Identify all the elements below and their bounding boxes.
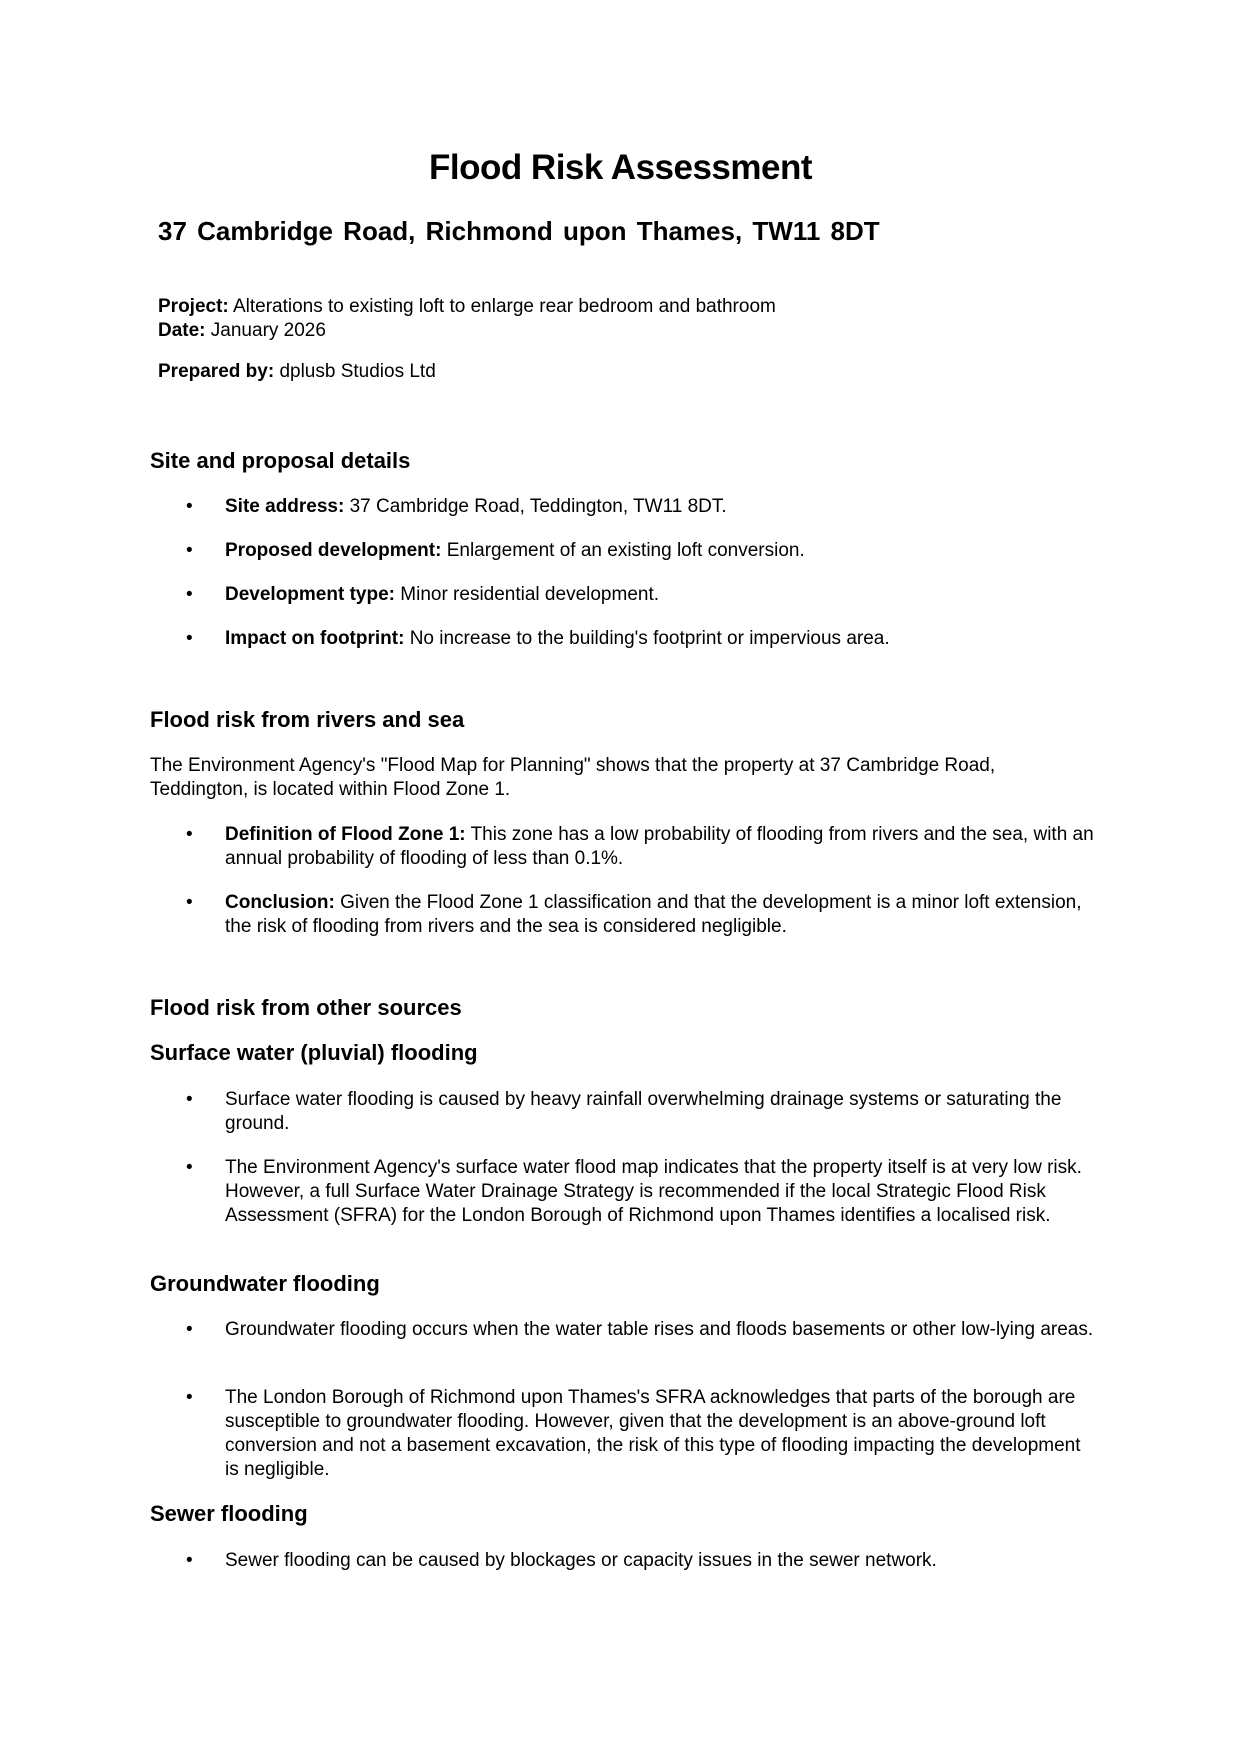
section-heading-rivers: Flood risk from rivers and sea [150, 707, 465, 732]
meta-date-label: Date: [158, 320, 206, 341]
subsection-heading-groundwater: Groundwater flooding [150, 1271, 380, 1296]
bullet-icon: • [186, 584, 193, 605]
meta-project [158, 295, 776, 319]
meta-date-value: January 2026 [210, 320, 326, 341]
subsection-heading-surface: Surface water (pluvial) flooding [150, 1040, 478, 1065]
rivers-intro-line: The Environment Agency's "Flood Map for Planning" shows that the property at 37 Cambridge Road, [150, 755, 996, 776]
bullet-text: 37 Cambridge Road, Teddington, TW11 8DT. [349, 496, 727, 517]
bullet-text: Enlargement of an existing loft conversion. [446, 540, 805, 561]
bullet-text: Minor residential development. [400, 584, 660, 605]
bullet-icon: • [186, 1089, 193, 1110]
document-subtitle: 37 Cambridge Road, Richmond upon Thames, TW11 8DT [158, 216, 880, 246]
bullet-text: The Environment Agency's surface water flood map indicates that the property itself is at very low risk. However, a full Surface Water Drainage Strategy is recommended if the local Strategic Flood Risk Assessment (SFRA) for the London Borough of Richmond upon Thames identifies a localised risk. [225, 1157, 1082, 1226]
bullet-icon: • [186, 1550, 193, 1571]
rivers-intro [150, 754, 1090, 802]
meta-project-value: Alterations to existing loft to enlarge rear bedroom and bathroom [232, 296, 776, 317]
bullet-text: The London Borough of Richmond upon Thames's SFRA acknowledges that parts of the borough are susceptible to groundwater flooding. However, given that the development is an above-ground loft conversion and not a basement excavation, the risk of this type of flooding impacting the development is negligible. [225, 1387, 1081, 1480]
subsection-heading-sewer: Sewer flooding [150, 1501, 308, 1526]
meta-prepared-value: dplusb Studios Ltd [279, 361, 436, 382]
bullet-label: Impact on footprint: [225, 628, 405, 649]
bullet-label: Development type: [225, 584, 395, 605]
bullet-text: Surface water flooding is caused by heavy rainfall overwhelming drainage systems or saturating the ground. [225, 1089, 1062, 1134]
bullet-label: Definition of Flood Zone 1: [225, 824, 466, 845]
bullet-text: No increase to the building's footprint or impervious area. [409, 628, 890, 649]
meta-date [158, 319, 326, 343]
bullet-text: Given the Flood Zone 1 classification and that the development is a minor loft extension, the risk of flooding from rivers and the sea is considered negligible. [225, 892, 1082, 937]
bullet-icon: • [186, 824, 193, 845]
bullet-icon: • [186, 540, 193, 561]
bullet-icon: • [186, 1157, 193, 1178]
bullet-label: Proposed development: [225, 540, 442, 561]
bullet-icon: • [186, 1387, 193, 1408]
section-heading-other: Flood risk from other sources [150, 995, 462, 1020]
bullet-icon: • [186, 1319, 193, 1340]
bullet-icon: • [186, 892, 193, 913]
meta-prepared [158, 360, 436, 384]
section-heading-site: Site and proposal details [150, 448, 411, 473]
meta-project-label: Project: [158, 296, 229, 317]
bullet-label: Site address: [225, 496, 345, 517]
bullet-text: This zone has a low probability of flooding from rivers and the sea, with an annual probability of flooding of less than 0.1%. [225, 824, 1094, 869]
bullet-text: Sewer flooding can be caused by blockages or capacity issues in the sewer network. [225, 1550, 937, 1571]
bullet-label: Conclusion: [225, 892, 335, 913]
bullet-icon: • [186, 628, 193, 649]
bullet-text: Groundwater flooding occurs when the water table rises and floods basements or other low-lying areas. [225, 1319, 1094, 1340]
meta-prepared-label: Prepared by: [158, 361, 275, 382]
bullet-icon: • [186, 496, 193, 517]
document-title: Flood Risk Assessment [428, 148, 813, 187]
rivers-intro-line: Teddington, is located within Flood Zone 1. [150, 779, 511, 800]
